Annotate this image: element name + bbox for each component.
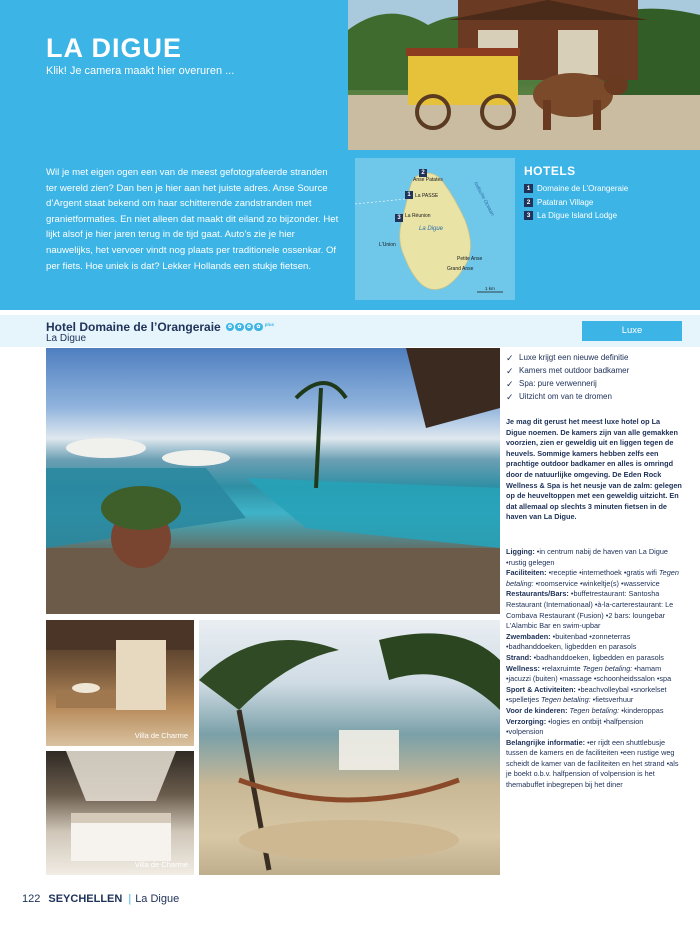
- fact-kinderen: Voor de kinderen: Tegen betaling: •kinderoppas: [506, 705, 664, 715]
- highlight-item: [506, 390, 629, 403]
- tulip-icon: ✿: [254, 323, 263, 332]
- photo-caption: Villa de Charme: [134, 860, 188, 869]
- hotel-facts: [506, 547, 682, 791]
- map-pin-2: 2: [419, 169, 427, 177]
- highlight-item: [506, 351, 629, 364]
- pool-illustration: [46, 348, 500, 614]
- map-pin-3: 3: [395, 214, 403, 222]
- hotel-list-name: La Digue Island Lodge: [537, 211, 618, 221]
- checkmark-icon: ✓: [506, 378, 514, 389]
- checkmark-icon: ✓: [506, 352, 514, 363]
- highlights-list: [506, 351, 629, 403]
- pool-photo: [46, 348, 500, 614]
- hotel-list-item: [524, 196, 628, 210]
- map-label-lunion: L'Union: [379, 242, 396, 248]
- hotel-number: 1: [524, 184, 533, 193]
- page-subtitle: Klik! Je camera maakt hier overuren ...: [46, 65, 235, 77]
- fact-ligging: Ligging: •in centrum nabij de haven van La Digue •rustig gelegen: [506, 547, 668, 567]
- highlight-text: Spa: pure verwennerij: [519, 379, 597, 388]
- rating-plus: plus: [264, 321, 274, 327]
- fact-zwembaden: Zwembaden: •buitenbad •zonneterras •badhanddoeken, ligbedden en parasols: [506, 631, 637, 652]
- checkmark-icon: ✓: [506, 391, 514, 402]
- tulip-rating: [226, 323, 264, 332]
- hotel-list-name: Patatran Village: [537, 197, 594, 207]
- intro-text: Wil je met eigen ogen een van de meest gefotografeerde stranden ter wereld zien? Dan ben je hier aan het juiste adres. Anse Source d’Argent staat bekend om haar schitterende zandstranden met granietformaties. En niet alleen dat maakt dit eiland zo bijzonder. Het lijkt alsof je hier jaren terug in de tijd gaat. Auto’s zie je hier nauwelijks, het vervoer vindt nog plaats per traditionele ossenkar. Of per fiets. Hoe uniek is dat? Lekker Hollands een stukje fietsen.: [46, 167, 339, 272]
- map-label-la-reunion: La Réunion: [405, 213, 431, 219]
- checkmark-icon: ✓: [506, 365, 514, 376]
- page-title: LA DIGUE: [46, 33, 182, 63]
- ox-cart-photo: [348, 0, 700, 150]
- highlight-item: [506, 364, 629, 377]
- hotel-location: La Digue: [46, 333, 87, 344]
- hotel-list-item: [524, 209, 628, 223]
- fact-wellness: Wellness: •relaxruimte Tegen betaling: •hamam •jacuzzi (buiten) •massage •schoonheidssalon •spa: [506, 663, 672, 684]
- fact-strand: Strand: •badhanddoeken, ligbedden en parasols: [506, 652, 664, 662]
- room-illustration-2: [46, 751, 194, 875]
- hotel-name-row: [46, 320, 274, 334]
- fact-verzorging: Verzorging: •logies en ontbijt •halfpension •volpension: [506, 716, 644, 737]
- hotel-name: Hotel Domaine de l’Orangeraie: [46, 320, 221, 334]
- highlight-text: Uitzicht om van te dromen: [519, 392, 612, 401]
- page-number: 122: [22, 893, 41, 905]
- highlight-text: Luxe krijgt een nieuwe definitie: [519, 353, 629, 362]
- photo-caption: Villa de Charme: [134, 731, 188, 740]
- highlight-item: [506, 377, 629, 390]
- tulip-icon: ✿: [245, 323, 254, 332]
- footer-region: La Digue: [135, 893, 180, 905]
- hotels-list: [524, 182, 628, 223]
- beach-hammock-photo: [199, 620, 500, 875]
- footer-country: SEYCHELLEN: [48, 893, 123, 905]
- footer-separator: |: [128, 893, 132, 905]
- beach-illustration: [199, 620, 500, 875]
- hotels-heading: HOTELS: [524, 164, 576, 178]
- hotel-list-name: Domaine de L’Orangeraie: [537, 184, 629, 194]
- fact-sport: Sport & Activiteiten: •beachvolleybal •snorkelset •spelletjes Tegen betaling: •fietsverhuur: [506, 684, 667, 705]
- hotel-description: Je mag dit gerust het meest luxe hotel op La Digue noemen. De kamers zijn van alle gemakken voorzien, zien er geweldig uit en liggen tegen de heuvels. Sommige kamers hebben zelfs een prachtige outdoor badkamer en alles is omringd door de natuurlijke omgeving. De Eden Rock Wellness & Spa is het neusje van de zalm: gelegen op de heuveltoppen met een geweldig uitzicht. En dat allemaal op slechts 3 minuten fietsen in de haven van La Digue.: [506, 417, 682, 522]
- map-label-la-passe: La PASSE: [415, 193, 439, 199]
- room-photo-2: [46, 751, 194, 875]
- map-label-petite-anse: Petite Anse: [457, 256, 483, 262]
- map-scale: 1 km: [485, 286, 495, 291]
- room-photo-1: [46, 620, 194, 746]
- room-illustration-1: [46, 620, 194, 746]
- map-label-grand-anse: Grand Anse: [447, 266, 474, 272]
- fact-belangrijk: Belangrijke informatie: •er rijdt een shuttlebusje tussen de kamers en de faciliteiten •een rustige weg scheidt de kamer van de faciliteiten en het strand •als je boekt o.b.v. halfpension of volpension is het themabuffet inbegrepen bij het diner: [506, 737, 679, 790]
- tulip-icon: ✿: [226, 323, 235, 332]
- map-ocean-label: Indische Oceaan: [472, 181, 496, 217]
- fact-restaurants: Restaurants/Bars: •buffetrestaurant: Santosha Restaurant (Internationaal) •à-la-carterestaurant: Le Combava Restaurant (Fusion) •2 bars: loungebar L’Alambic Bar en swim-upbar: [506, 589, 674, 631]
- tulip-icon: ✿: [235, 323, 244, 332]
- ox-cart-illustration: [348, 0, 700, 150]
- hotel-list-item: [524, 182, 628, 196]
- page-footer: [22, 893, 179, 905]
- highlight-text: Kamers met outdoor badkamer: [519, 366, 630, 375]
- hotel-number: 2: [524, 198, 533, 207]
- hotel-number: 3: [524, 211, 533, 220]
- map-label-anse-patates: Anse Patates: [413, 177, 443, 183]
- island-map: [355, 158, 515, 300]
- category-badge: Luxe: [582, 321, 682, 341]
- fact-faciliteiten: Faciliteiten: •receptie •internethoek •gratis wifi Tegen betaling: •roomservice •winkeltje(s) •wasservice: [506, 568, 679, 588]
- map-pin-1: 1: [405, 191, 413, 199]
- map-island-name: La Digue: [419, 226, 444, 232]
